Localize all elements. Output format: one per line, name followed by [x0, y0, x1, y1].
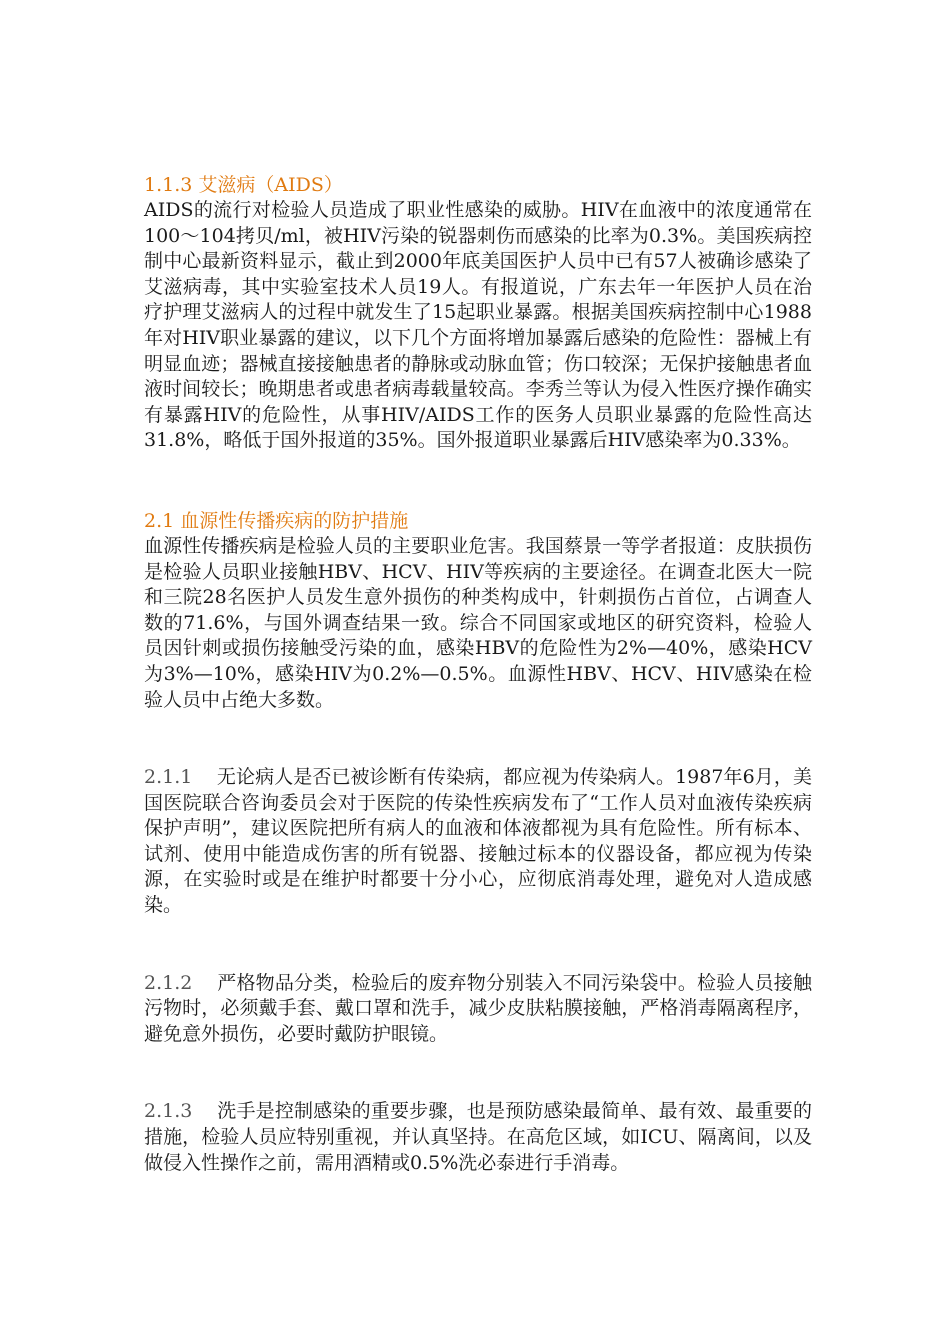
paragraph-number: 2.1.3	[144, 1100, 193, 1123]
section-paragraph: AIDS的流行对检验人员造成了职业性感染的威胁。HIV在血液中的浓度通常在100～104拷贝/ml，被HIV污染的锐器刺伤而感染的比率为0.3%。美国疾病控制中心最新资料显示，截止到2000年底美国医护人员中已有57人被确诊感染了艾滋病毒，其中实验室技术人员19人。有报道说，广东去年一年医护人员在治疗护理艾滋病人的过程中就发生了15起职业暴露。根据美国疾病控制中心1988年对HIV职业暴露的建议，以下几个方面将增加暴露后感染的危险性：器械上有明显血迹；器械直接接触患者的静脉或动脉血管；伤口较深；无保护接触患者血液时间较长；晚期患者或患者病毒载量较高。李秀兰等认为侵入性医疗操作确实有暴露HIV的危险性，从事HIV/AIDS工作的医务人员职业暴露的危险性高达31.8%，略低于国外报道的35%。国外报道职业暴露后HIV感染率为0.33%。	[144, 199, 812, 452]
paragraph-text: 严格物品分类，检验后的废弃物分别装入不同污染袋中。检验人员接触污物时，必须戴手套、戴口罩和洗手，减少皮肤粘膜接触，严格消毒隔离程序，避免意外损伤，必要时戴防护眼镜。	[144, 971, 812, 1045]
paragraph-text: 洗手是控制感染的重要步骤，也是预防感染最简单、最有效、最重要的措施，检验人员应特别重视，并认真坚持。在高危区域，如ICU、隔离间，以及做侵入性操作之前，需用酒精或0.5%洗必泰进行手消毒。	[144, 1100, 812, 1174]
numbered-paragraph	[144, 765, 812, 919]
section-2-1-2	[144, 971, 812, 1048]
section-2-1	[144, 508, 812, 713]
paragraph-text: 无论病人是否已被诊断有传染病，都应视为传染病人。1987年6月，美国医院联合咨询委员会对于医院的传染性疾病发布了“工作人员对血液传染疾病保护声明”，建议医院把所有病人的血液和体液都视为具有危险性。所有标本、试剂、使用中能造成伤害的所有锐器、接触过标本的仪器设备，都应视为传染源，在实验时或是在维护时都要十分小心，应彻底消毒处理，避免对人造成感染。	[144, 766, 812, 917]
document-page	[144, 172, 812, 1176]
numbered-paragraph	[144, 971, 812, 1048]
paragraph-number: 2.1.1	[144, 766, 193, 789]
paragraph-number: 2.1.2	[144, 971, 193, 994]
numbered-paragraph	[144, 1099, 812, 1176]
section-2-1-1	[144, 765, 812, 919]
section-heading: 1.1.3 艾滋病（AIDS）	[144, 174, 343, 196]
section-heading: 2.1 血源性传播疾病的防护措施	[144, 509, 409, 532]
section-paragraph: 血源性传播疾病是检验人员的主要职业危害。我国蔡景一等学者报道：皮肤损伤是检验人员职业接触HBV、HCV、HIV等疾病的主要途径。在调查北医大一院和三院28名医护人员发生意外损伤的种类构成中，针刺损伤占首位，占调查人数的71.6%，与国外调查结果一致。综合不同国家或地区的研究资料，检验人员因针刺或损伤接触受污染的血，感染HBV的危险性为2%—40%，感染HCV为3%—10%，感染HIV为0.2%—0.5%。血源性HBV、HCV、HIV感染在检验人员中占绝大多数。	[144, 534, 812, 711]
section-2-1-3	[144, 1099, 812, 1176]
section-1-1-3	[144, 172, 812, 454]
